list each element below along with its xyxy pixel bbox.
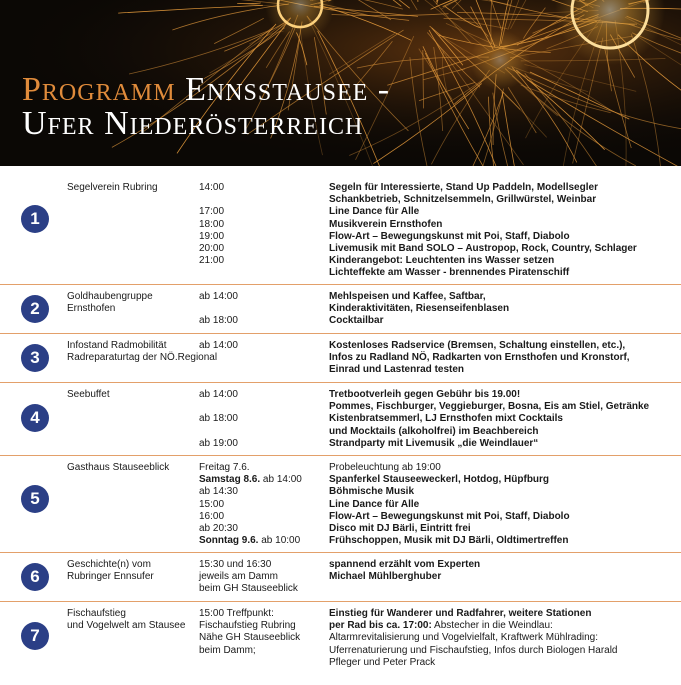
title-line-2: Ufer Niederösterreich <box>22 105 364 142</box>
page-title <box>22 73 390 141</box>
title-accent: Programm <box>22 71 176 108</box>
station-row <box>0 383 681 456</box>
station-row <box>0 553 681 602</box>
station-row <box>0 456 681 553</box>
station-descriptions: spannend erzählt vom Experten Michael Mühlberghuber <box>329 559 481 583</box>
station-descriptions: Probeleuchtung ab 19:00 Spanferkel Stauseeweckerl, Hotdog, Hüpfburg Böhmische Musik Line Dance für Alle Flow-Art – Bewegungskunst mit Poi, Staff, Diabolo Disco mit DJ Bärli, Eintritt frei Frühschoppen, Musik mit DJ Bärli, Oldtimertreffen <box>329 462 570 547</box>
station-number-badge: 4 <box>21 404 49 432</box>
header-banner <box>0 0 681 166</box>
station-times: ab 14:00 <box>199 340 238 351</box>
station-times: 15:00 Treffpunkt: Fischaufstieg Rubring Nähe GH Stauseeblick beim Damm; <box>199 608 301 656</box>
station-row <box>0 334 681 383</box>
station-organizer: Segelverein Rubring <box>67 182 158 193</box>
station-descriptions: Tretbootverleih gegen Gebühr bis 19.00! Pommes, Fischburger, Veggieburger, Bosna, Eis am Stiel, Getränke Kistenbratsemmerl, LJ Ernsthofen mixt Cocktails und Mocktails (alkoholfrei) im Beachbereich Strandparty mit Livemusik „die Weindlauer“ <box>329 389 650 449</box>
station-number-badge: 5 <box>21 485 49 513</box>
station-organizer: Goldhaubengruppe Ernsthofen <box>67 291 153 315</box>
station-descriptions: Kostenloses Radservice (Bremsen, Schaltung einstellen, etc.), Infos zu Radland NÖ, Radkarten von Ernsthofen und Kronstorf, Einrad und Lastenrad testen <box>329 340 630 376</box>
station-times: Freitag 7.6. Samstag 8.6. ab 14:00 ab 14:30 15:00 16:00 ab 20:30 Sonntag 9.6. ab 10:00 <box>199 462 302 547</box>
title-rest: Ennsstausee - <box>185 71 391 108</box>
station-row <box>0 602 681 676</box>
station-number-badge: 1 <box>21 205 49 233</box>
station-organizer: Infostand Radmobilität Radreparaturtag der NÖ.Regional <box>67 340 218 364</box>
station-number-badge: 3 <box>21 344 49 372</box>
station-organizer: Fischaufstieg und Vogelwelt am Stausee <box>67 608 186 632</box>
station-descriptions: Segeln für Interessierte, Stand Up Paddeln, Modellsegler Schankbetrieb, Schnitzelsemmeln, Grillwürstel, Weinbar Line Dance für Alle Musikverein Ernsthofen Flow-Art – Bewegungskunst mit Poi, Staff, Diabolo Livemusik mit Band SOLO – Austropop, Rock, Country, Schlager Kinderangebot: Leuchtenten ins Wasser setzen Lichteffekte am Wasser - brennendes Piratenschiff <box>329 182 637 279</box>
station-organizer: Geschichte(n) vom Rubringer Ennsufer <box>67 559 154 583</box>
station-organizer: Gasthaus Stauseeblick <box>67 462 170 473</box>
station-times: ab 14:00 ab 18:00 <box>199 291 238 327</box>
station-row <box>0 285 681 334</box>
station-organizer: Seebuffet <box>67 389 110 400</box>
station-times: 14:00 17:00 18:00 19:00 20:00 21:00 <box>199 182 225 267</box>
station-descriptions: Mehlspeisen und Kaffee, Saftbar, Kinderaktivitäten, Riesenseifenblasen Cocktailbar <box>329 291 510 327</box>
station-times: ab 14:00 ab 18:00 ab 19:00 <box>199 389 238 449</box>
station-number-badge: 2 <box>21 295 49 323</box>
station-row <box>0 176 681 285</box>
station-times: 15:30 und 16:30 jeweils am Damm beim GH Stauseeblick <box>199 559 298 595</box>
station-descriptions: Einstieg für Wanderer und Radfahrer, weitere Stationen per Rad bis ca. 17:00: Abstecher in die Weindlau: Altarmrevitalisierung und Vogelvielfalt, Kraftwerk Mühlrading: Uferrenaturierung und Fischaufstieg, Infos durch Biologen Harald Pfleger und Peter Prack <box>329 608 618 668</box>
program-table <box>0 176 681 676</box>
station-number-badge: 7 <box>21 622 49 650</box>
station-number-badge: 6 <box>21 563 49 591</box>
